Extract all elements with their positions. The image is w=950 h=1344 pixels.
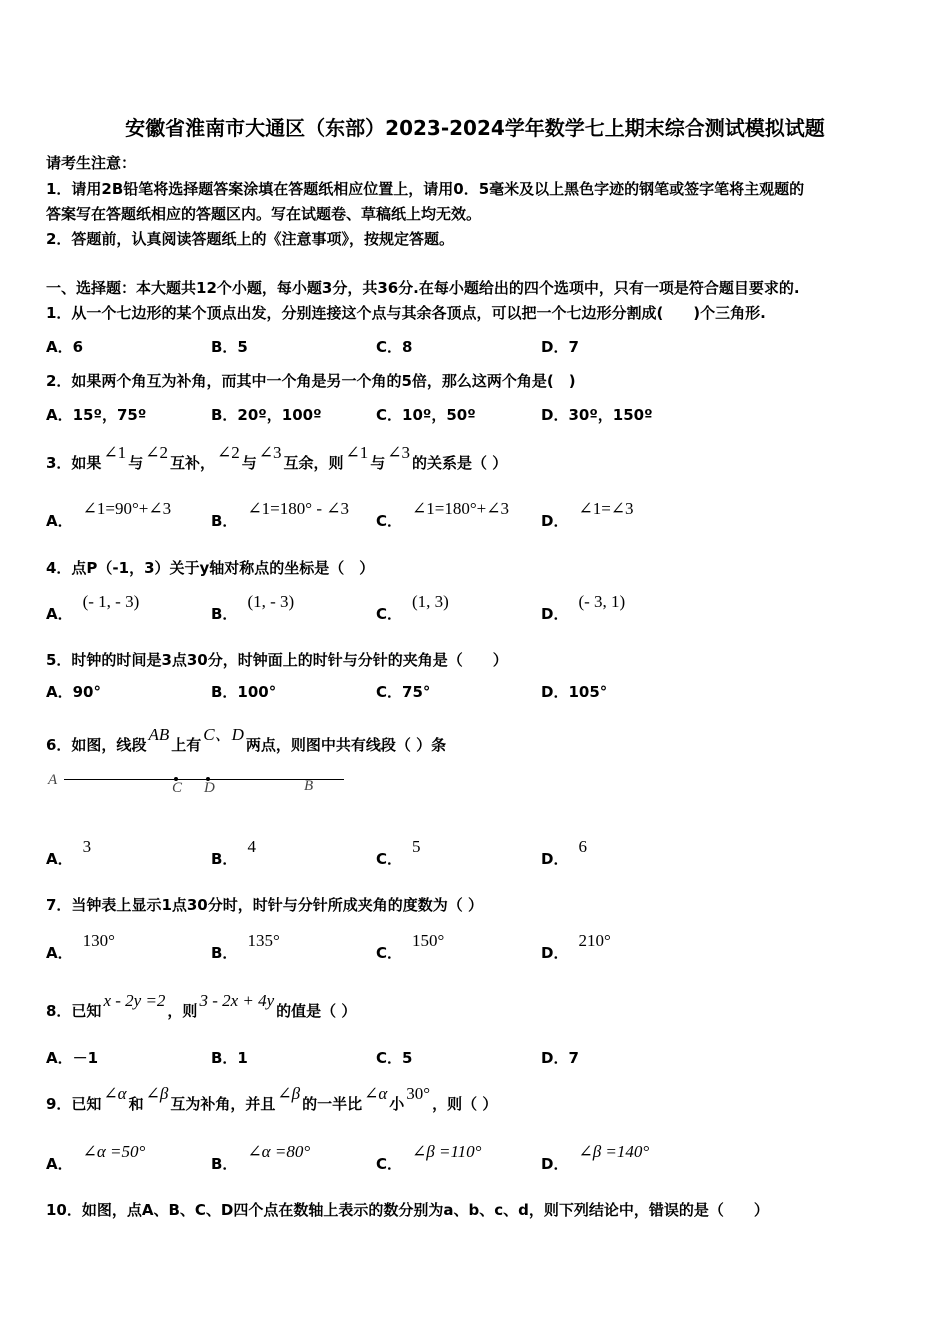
- q7-option-a[interactable]: [46, 931, 115, 963]
- q3-option-b[interactable]: [211, 499, 349, 531]
- q6-option-a-letter: A．: [46, 850, 73, 868]
- q8-text-3: 的值是（ ）: [276, 1002, 357, 1020]
- q4-option-b-value: (1, - 3): [247, 592, 295, 611]
- q7-option-d-value: 210°: [578, 931, 611, 950]
- q9-option-c[interactable]: [376, 1142, 482, 1174]
- q9-angle-alpha: ∠α: [103, 1084, 127, 1103]
- question-5-stem: 5．时钟的时间是3点30分，时钟面上的时针与分针的夹角是（ ）: [46, 651, 508, 669]
- q6-option-c-letter: C．: [376, 850, 403, 868]
- q8-option-a[interactable]: A．－1: [46, 1049, 99, 1067]
- q1-option-c[interactable]: C．8: [376, 338, 413, 356]
- q8-option-b[interactable]: B．1: [211, 1049, 248, 1067]
- segment-figure: [46, 770, 346, 800]
- question-6-stem: [46, 725, 447, 755]
- q2-option-d[interactable]: D．30º，150º: [541, 406, 653, 424]
- q6-option-d[interactable]: [541, 837, 587, 869]
- question-4-stem: 4．点P（-1，3）关于y轴对称点的坐标是（ ）: [46, 559, 375, 577]
- q9-degree: 30°: [406, 1084, 431, 1103]
- q8-text-1: 8．已知: [46, 1002, 102, 1020]
- q6-option-b[interactable]: [211, 837, 256, 869]
- q2-option-c[interactable]: C．10º，50º: [376, 406, 476, 424]
- q4-option-c-letter: C．: [376, 605, 403, 623]
- q3-angle-6: ∠3: [387, 443, 411, 462]
- q3-option-b-letter: B．: [211, 512, 238, 530]
- q3-text-4: 与: [241, 454, 257, 472]
- section-header: 一、选择题：本大题共12个小题，每小题3分，共36分.在每小题给出的四个选项中，只有一项是符合题目要求的.: [46, 279, 800, 297]
- q4-option-a[interactable]: [46, 592, 140, 624]
- q7-option-d[interactable]: [541, 931, 611, 963]
- q3-option-a-value: ∠1=90°+∠3: [82, 499, 172, 518]
- q6-text-1: 6．如图，线段: [46, 736, 147, 754]
- question-10-stem: 10．如图，点A、B、C、D四个点在数轴上表示的数分别为a、b、c、d，则下列结论中，错误的是（ ）: [46, 1201, 769, 1219]
- q6-option-c-value: 5: [412, 837, 421, 856]
- q3-option-c[interactable]: [376, 499, 509, 531]
- notice-line-2: 答案写在答题纸相应的答题区内。写在试题卷、草稿纸上均无效。: [46, 205, 482, 223]
- q5-option-d[interactable]: D．105°: [541, 683, 608, 701]
- q9-text-2: 和: [128, 1095, 144, 1113]
- q4-option-a-letter: A．: [46, 605, 73, 623]
- q6-option-d-value: 6: [578, 837, 587, 856]
- q5-option-c[interactable]: C．75°: [376, 683, 431, 701]
- fig-label-b: B: [304, 778, 314, 794]
- question-2-stem: 2．如果两个角互为补角，而其中一个角是另一个角的5倍，那么这两个角是( ): [46, 372, 576, 390]
- fig-label-d: D: [204, 780, 215, 796]
- q6-option-a-value: 3: [82, 837, 92, 856]
- q9-angle-beta: ∠β: [145, 1084, 169, 1103]
- q2-option-b[interactable]: B．20º，100º: [211, 406, 322, 424]
- q4-option-d-letter: D．: [541, 605, 569, 623]
- q9-text-4: 的一半比: [302, 1095, 363, 1113]
- q1-option-d[interactable]: D．7: [541, 338, 579, 356]
- q9-option-d-letter: D．: [541, 1155, 569, 1173]
- q6-points-cd: C、D: [203, 725, 244, 744]
- q9-option-a-letter: A．: [46, 1155, 73, 1173]
- q9-text-6: ，则（ ）: [432, 1095, 498, 1113]
- q4-option-d[interactable]: [541, 592, 626, 624]
- q7-option-b-value: 135°: [247, 931, 280, 950]
- q9-angle-alpha-2: ∠α: [364, 1084, 388, 1103]
- q9-option-b-value: ∠α =80°: [247, 1142, 311, 1161]
- q6-option-c[interactable]: [376, 837, 421, 869]
- q3-option-c-value: ∠1=180°+∠3: [412, 499, 509, 518]
- q5-option-a[interactable]: A．90°: [46, 683, 101, 701]
- q9-option-a[interactable]: [46, 1142, 146, 1174]
- q9-option-d-value: ∠β =140°: [578, 1142, 650, 1161]
- q4-option-d-value: (- 3, 1): [578, 592, 626, 611]
- q3-option-d-value: ∠1=∠3: [578, 499, 634, 518]
- q3-angle-3: ∠2: [216, 443, 240, 462]
- question-3-stem: [46, 443, 508, 473]
- q9-option-b-letter: B．: [211, 1155, 238, 1173]
- q7-option-a-value: 130°: [82, 931, 115, 950]
- q9-option-c-letter: C．: [376, 1155, 403, 1173]
- q3-text-2: 与: [128, 454, 144, 472]
- q3-text-1: 3．如果: [46, 454, 102, 472]
- q3-option-b-value: ∠1=180° - ∠3: [247, 499, 349, 518]
- q7-option-c[interactable]: [376, 931, 445, 963]
- q5-option-b[interactable]: B．100°: [211, 683, 277, 701]
- q4-option-a-value: (- 1, - 3): [82, 592, 140, 611]
- q8-text-2: ，则: [167, 1002, 198, 1020]
- q7-option-c-letter: C．: [376, 944, 403, 962]
- fig-label-c: C: [172, 780, 183, 796]
- q9-option-d[interactable]: [541, 1142, 650, 1174]
- q6-option-d-letter: D．: [541, 850, 569, 868]
- q7-option-b[interactable]: [211, 931, 280, 963]
- q6-option-a[interactable]: [46, 837, 92, 869]
- q7-option-a-letter: A．: [46, 944, 73, 962]
- notice-line-1: 1．请用2B铅笔将选择题答案涂填在答题纸相应位置上，请用0．5毫米及以上黑色字迹的钢笔或签字笔将主观题的: [46, 180, 805, 198]
- q6-segment-ab: AB: [148, 725, 170, 744]
- q8-expression: 3 - 2x + 4y: [199, 991, 275, 1010]
- q3-option-d[interactable]: [541, 499, 634, 531]
- q7-option-b-letter: B．: [211, 944, 238, 962]
- q3-text-3: 互补，: [169, 454, 215, 472]
- question-1-stem: 1．从一个七边形的某个顶点出发，分别连接这个点与其余各顶点，可以把一个七边形分割成( )个三角形.: [46, 304, 766, 322]
- q9-option-a-value: ∠α =50°: [82, 1142, 146, 1161]
- q3-angle-5: ∠1: [345, 443, 369, 462]
- q4-option-b[interactable]: [211, 592, 295, 624]
- q9-text-3: 互为补角，并且: [170, 1095, 276, 1113]
- q3-text-7: 的关系是（ ）: [412, 454, 508, 472]
- notice-heading: 请考生注意：: [46, 154, 137, 172]
- q3-text-6: 与: [370, 454, 386, 472]
- q9-text-5: 小: [389, 1095, 405, 1113]
- page-title: 安徽省淮南市大通区（东部）2023-2024学年数学七上期末综合测试模拟试题: [125, 116, 825, 140]
- q4-option-b-letter: B．: [211, 605, 238, 623]
- q4-option-c[interactable]: [376, 592, 449, 624]
- q6-text-2: 上有: [171, 736, 202, 754]
- q3-option-a[interactable]: [46, 499, 172, 531]
- q9-text-1: 9．已知: [46, 1095, 102, 1113]
- q4-option-c-value: (1, 3): [412, 592, 449, 611]
- q3-option-a-letter: A．: [46, 512, 73, 530]
- question-8-stem: [46, 991, 357, 1021]
- question-7-stem: 7．当钟表上显示1点30分时，时针与分针所成夹角的度数为（ ）: [46, 896, 483, 914]
- q6-option-b-value: 4: [247, 837, 256, 856]
- q3-option-d-letter: D．: [541, 512, 569, 530]
- q9-option-c-value: ∠β =110°: [412, 1142, 482, 1161]
- q7-option-d-letter: D．: [541, 944, 569, 962]
- q1-option-a[interactable]: A．6: [46, 338, 84, 356]
- q9-option-b[interactable]: [211, 1142, 311, 1174]
- q7-option-c-value: 150°: [412, 931, 445, 950]
- q1-option-b[interactable]: B．5: [211, 338, 248, 356]
- question-9-stem: [46, 1084, 498, 1114]
- q6-option-b-letter: B．: [211, 850, 238, 868]
- q8-given-equation: x - 2y =2: [103, 991, 166, 1010]
- q2-option-a[interactable]: A．15º，75º: [46, 406, 147, 424]
- notice-line-3: 2．答题前，认真阅读答题纸上的《注意事项》，按规定答题。: [46, 230, 454, 248]
- q6-text-3: 两点，则图中共有线段（ ）条: [245, 736, 447, 754]
- q9-angle-beta-2: ∠β: [277, 1084, 301, 1103]
- q3-text-5: 互余，则: [283, 454, 344, 472]
- fig-label-a: A: [48, 772, 58, 788]
- q3-angle-1: ∠1: [103, 443, 127, 462]
- q8-option-d[interactable]: D．7: [541, 1049, 579, 1067]
- q8-option-c[interactable]: C．5: [376, 1049, 413, 1067]
- q3-option-c-letter: C．: [376, 512, 403, 530]
- q3-angle-2: ∠2: [145, 443, 168, 462]
- q3-angle-4: ∠3: [258, 443, 282, 462]
